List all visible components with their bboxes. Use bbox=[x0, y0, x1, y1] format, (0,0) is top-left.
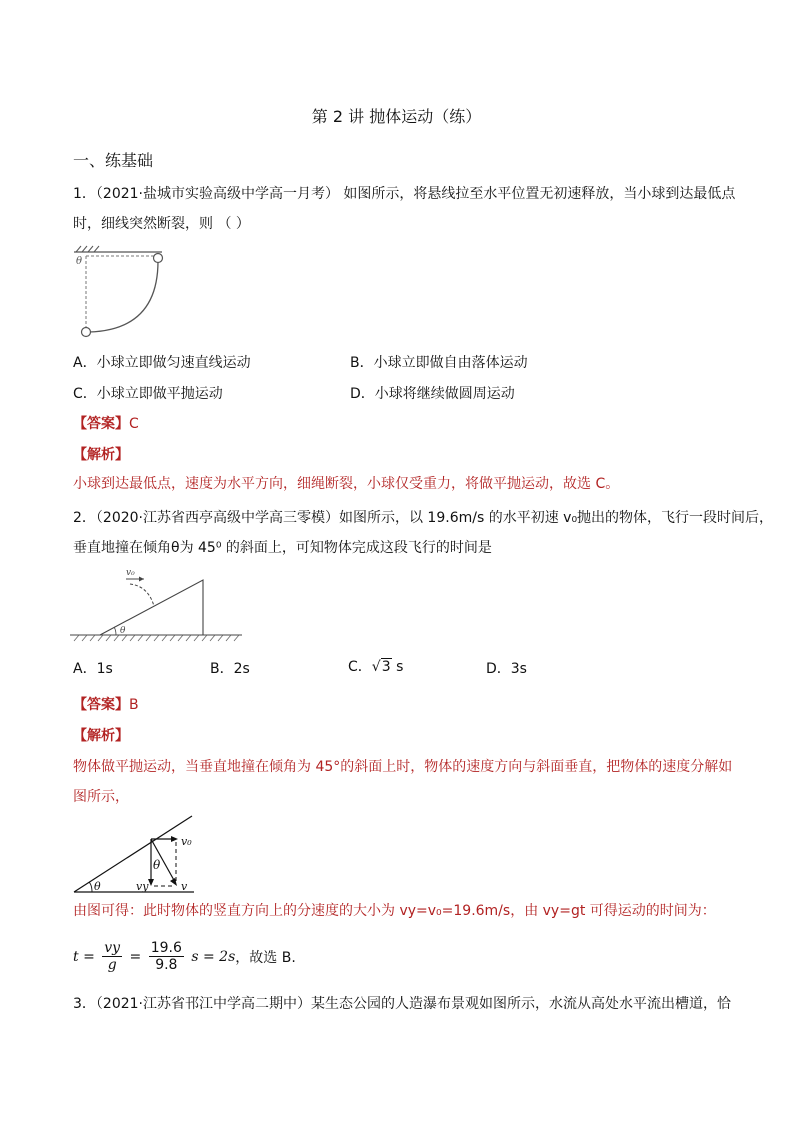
q2-answer-label: 【答案】 bbox=[73, 697, 129, 713]
q2-velocity-diagram bbox=[70, 812, 200, 898]
q2-analysis-line1: 物体做平抛运动，当垂直地撞在倾角为 45°的斜面上时，物体的速度方向与斜面垂直，把物体的速度分解如 bbox=[73, 759, 733, 775]
formula-tail: ，故选 B. bbox=[235, 949, 296, 966]
formula-num1: vy bbox=[104, 940, 121, 956]
formula-fraction-1 bbox=[102, 940, 122, 973]
q1-analysis-text: 小球到达最低点，速度为水平方向，细绳断裂，小球仅受重力，将做平抛运动，故选 C。 bbox=[73, 476, 620, 492]
q2-stem-line2: 垂直地撞在倾角θ为 45⁰ 的斜面上，可知物体完成这段飞行的时间是 bbox=[73, 540, 492, 556]
formula-lhs: t = bbox=[73, 948, 95, 965]
q1-option-d: D．小球将继续做圆周运动 bbox=[350, 386, 515, 402]
q2-diagram-theta1: θ bbox=[94, 880, 101, 893]
page-title: 第 2 讲 抛体运动（练） bbox=[311, 107, 482, 126]
q1-stem-line2: 时，细线突然断裂，则 （ ） bbox=[73, 216, 250, 232]
q1-option-c: C．小球立即做平抛运动 bbox=[73, 386, 223, 402]
q1-figure-theta: θ bbox=[76, 256, 83, 267]
q2-figure-theta: θ bbox=[120, 626, 126, 636]
q2-option-c-unit: s bbox=[396, 659, 404, 675]
q2-diagram-theta2: θ bbox=[153, 858, 161, 872]
formula-den1: g bbox=[107, 957, 117, 973]
q2-diagram-v: v bbox=[181, 880, 188, 893]
q1-option-a: A．小球立即做匀速直线运动 bbox=[73, 355, 251, 371]
q1-option-b: B．小球立即做自由落体运动 bbox=[350, 355, 528, 371]
formula-num2: 19.6 bbox=[150, 940, 182, 956]
q2-analysis-line3: 由图可得：此时物体的竖直方向上的分速度的大小为 vy=v₀=19.6m/s，由 vy=gt 可得运动的时间为： bbox=[73, 903, 716, 919]
q2-formula bbox=[73, 940, 296, 973]
q2-stem-line1: 2．（2020·江苏省西亭高级中学高三零模）如图所示，以 19.6m/s 的水平初速 v₀抛出的物体，飞行一段时间后， bbox=[73, 510, 774, 526]
q2-answer bbox=[73, 694, 139, 714]
q2-answer-value: B bbox=[129, 697, 139, 713]
q1-stem-line1: 1．（2021·盐城市实验高级中学高一月考） 如图所示，将悬线拉至水平位置无初速释放，当小球到达最低点 bbox=[73, 186, 736, 202]
q2-option-d: D．3s bbox=[486, 661, 527, 677]
q2-diagram-v0: v₀ bbox=[181, 835, 192, 848]
q3-stem-line1: 3．（2021·江苏省邗江中学高二期中）某生态公园的人造瀑布景观如图所示，水流从高处水平流出槽道，恰 bbox=[73, 996, 731, 1012]
sqrt-sign: √ bbox=[371, 659, 381, 675]
q1-answer-label: 【答案】 bbox=[73, 416, 129, 432]
q2-figure-v0: v₀ bbox=[126, 568, 135, 578]
formula-rest: s = 2s bbox=[191, 948, 236, 965]
q2-incline-figure bbox=[70, 562, 250, 646]
q1-analysis-label: 【解析】 bbox=[73, 447, 129, 463]
q2-analysis-label: 【解析】 bbox=[73, 728, 129, 744]
q2-analysis-line2: 图所示， bbox=[73, 789, 129, 805]
q1-answer bbox=[73, 413, 139, 433]
q2-option-c bbox=[348, 656, 403, 676]
q1-pendulum-figure bbox=[70, 244, 170, 340]
formula-fraction-2 bbox=[149, 940, 184, 973]
q2-option-c-root: 3 bbox=[381, 659, 391, 675]
formula-eq: = bbox=[129, 948, 142, 965]
q2-option-b: B．2s bbox=[210, 661, 250, 677]
q2-option-c-prefix: C． bbox=[348, 659, 372, 675]
q2-diagram-vy: vy bbox=[136, 880, 149, 893]
formula-den2: 9.8 bbox=[155, 957, 178, 973]
section-heading: 一、练基础 bbox=[73, 151, 154, 170]
q1-answer-value: C bbox=[129, 416, 139, 432]
q2-option-a: A．1s bbox=[73, 661, 113, 677]
